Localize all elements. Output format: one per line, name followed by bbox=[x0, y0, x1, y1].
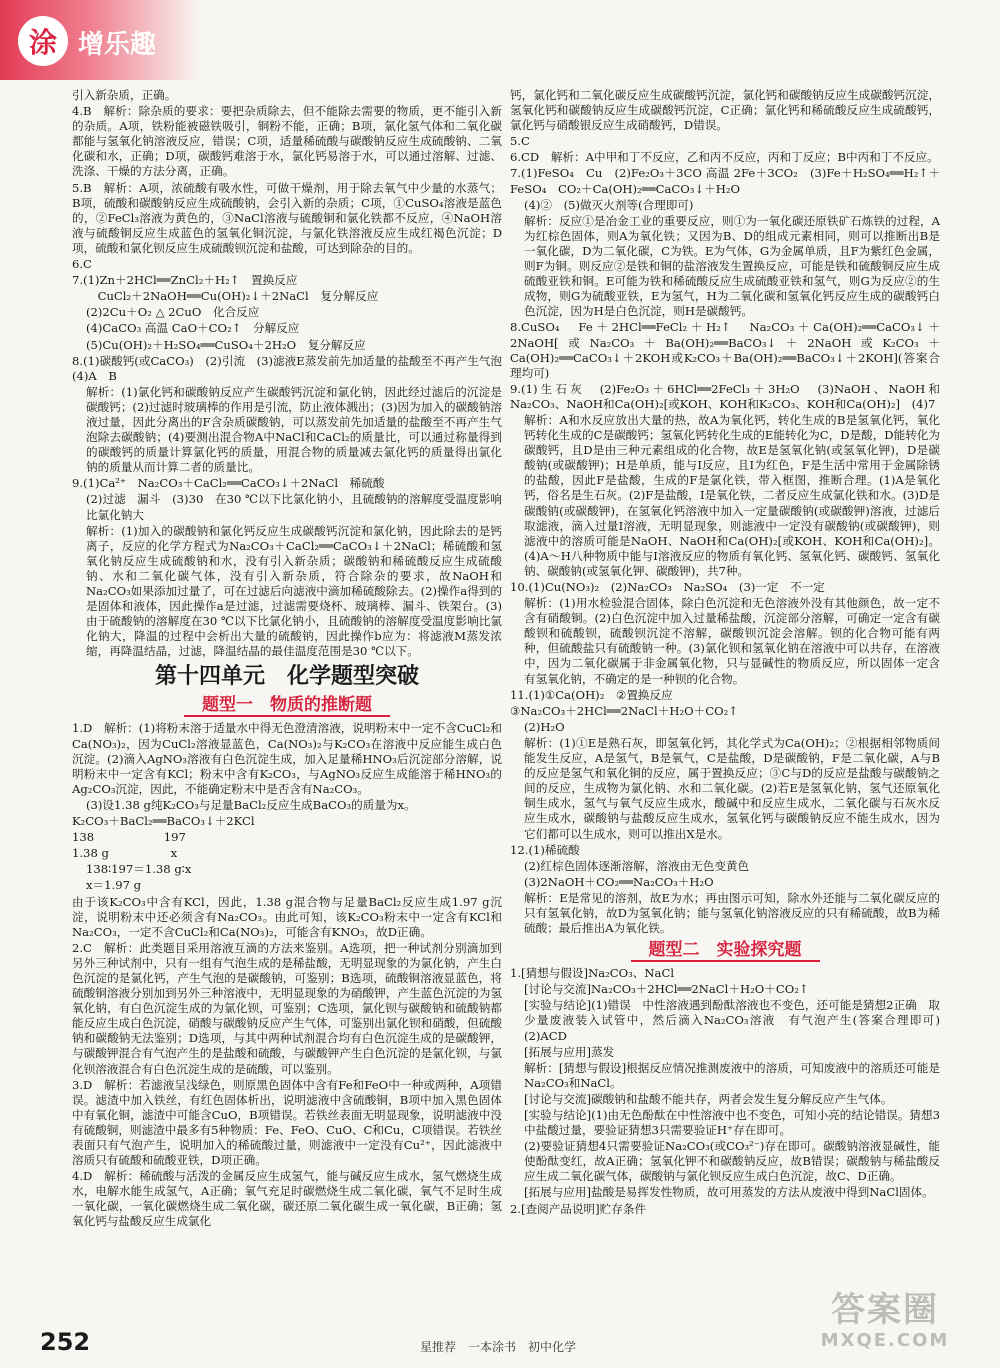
section-title-text: 题型二 实验探究题 bbox=[631, 940, 820, 962]
answer-line: 8.(1)碳酸钙(或CaCO₃) (2)引流 (3)滤液E蒸发前先加适量的盐酸至不再产生气泡 (4)A B bbox=[72, 353, 514, 383]
answer-line: [拓展与应用]盐酸是易挥发性物质，故可用蒸发的方法从废液中得到NaCl固体。 bbox=[524, 1185, 934, 1200]
section-title-experiment bbox=[510, 938, 940, 962]
answer-line: 12.(1)稀硫酸 bbox=[510, 842, 580, 857]
answer-line: 1.38 g x bbox=[72, 846, 178, 861]
answer-line: (2)红棕色固体逐渐溶解，溶液由无色变黄色 bbox=[524, 858, 750, 873]
answer-line: 引入新杂质，正确。 bbox=[72, 88, 177, 102]
experiment-answers-block bbox=[510, 966, 952, 1217]
watermark bbox=[800, 1290, 970, 1360]
answer-line: (3)2NaOH＋CO₂══Na₂CO₃＋H₂O bbox=[524, 874, 714, 889]
answer-line: 9.(1)生石灰 (2)Fe₂O₃＋6HCl══2FeCl₃＋3H₂O (3)NaOH、NaOH和Na₂CO₃、NaOH和Ca(OH)₂[或KOH、KOH和K₂CO₃、KOH和Ca(OH)₂] (4)7 bbox=[510, 381, 940, 411]
answer-line: (2)要验证猜想4只需要验证Na₂CO₃(或CO₃²⁻)存在即可。碳酸钠溶液显碱性，能使酚酞变红，故A正确；氢氧化钾不和碳酸钠反应，故B错误；碳酸钠与稀盐酸反应生成二氧化碳气体，碳酸钠与氯化钡反应生成白色沉淀，故C、D正确。 bbox=[524, 1139, 940, 1184]
answer-line: (2)过滤 漏斗 (3)30 在30 ℃以下比氯化钠小，且硫酸钠的溶解度受温度影响比氯化钠大 bbox=[86, 492, 502, 522]
answer-line: 1.D 解析：(1)将粉末溶于适量水中得无色澄清溶液，说明粉末中一定不含CuCl₂和Ca(NO₃)₂，因为CuCl₂溶液显蓝色，Ca(NO₃)₂与K₂CO₃在溶液中反应能生成白色沉淀。(2)滴入AgNO₃溶液有白色沉淀生成，加入足量稀HNO₃后沉淀部分溶解，说明粉末中一定含有KCl；粉末中含有K₂CO₃，与AgNO₃反应生成能溶于稀HNO₃的Ag₂CO₃沉淀，因此，不能确定粉末中是否含有Na₂CO₃。 bbox=[72, 721, 502, 796]
section-title-text: 题型一 物质的推断题 bbox=[184, 695, 390, 717]
answer-line: 10.(1)Cu(NO₃)₂ (2)Na₂CO₃ Na₂SO₄ (3)一定 不一定 bbox=[510, 580, 825, 594]
answer-line: 1.[猜想与假设]Na₂CO₃、NaCl bbox=[510, 966, 675, 981]
answer-line: 5.C bbox=[510, 134, 530, 149]
brand-logo: 涂 bbox=[18, 16, 68, 66]
watermark-logo-text: 答案圈 bbox=[831, 1290, 939, 1330]
answer-line: 解析：E是常见的溶剂，故E为水；再由图示可知，除水外还能与二氧化碳反应的只有氢氧化钠，故D为氢氧化钠；能与氢氧化钠溶液反应的只有稀硫酸，故B为稀硫酸；最后推出A为氧化铁。 bbox=[524, 890, 940, 936]
left-column bbox=[72, 88, 514, 1320]
right-column bbox=[510, 88, 952, 1320]
answer-line: (4)② (5)做灭火剂等(合理即可) bbox=[524, 197, 694, 212]
section-title-inference bbox=[72, 693, 502, 717]
answer-line: [实验与结论](1)错误 中性溶液遇到酚酞溶液也不变色，还可能是猜想2正确 取少量废液装入试管中，然后滴入Na₂CO₃溶液 有气泡产生(答案合理即可) (2)ACD bbox=[524, 998, 952, 1043]
answer-line: 钙，氯化钙和二氧化碳反应生成碳酸钙沉淀，氯化钙和碳酸钠反应生成碳酸钙沉淀，氢氧化钙和碳酸钠反应生成碳酸钙沉淀，C正确；氯化钙和稀硫酸反应生成硫酸钙，氯化钙与硝酸银反应生成硝酸钙，D错误。 bbox=[510, 88, 940, 133]
answer-line: (5)Cu(OH)₂＋H₂SO₄══CuSO₄＋2H₂O 复分解反应 bbox=[86, 337, 366, 352]
answer-line: 由于该K₂CO₃中含有KCl，因此，1.38 g混合物与足量BaCl₂反应生成1.97 g沉淀，说明粉末中还必须含有Na₂CO₃。由此可知，该K₂CO₃粉末中一定含有KCl和Na₂CO₃，一定不含CuCl₂和Ca(NO₃)₂，可能含有KNO₃，故D正确。 bbox=[72, 894, 502, 939]
answer-line: 解析：反应①是冶金工业的重要反应，则①为一氧化碳还原铁矿石炼铁的过程，A为红棕色固体，则A为氧化铁；又因为B、D的组成元素相同，则可以推断出B是一氧化碳，D为二氧化碳，C为铁。E为气体，G为金属单质，且F为紫红色金属，则F为铜。则反应②是铁和铜的盐溶液发生置换反应，可能是铁和硫酸铜反应生成硫酸亚铁和铜。E可能为铁和稀硫酸反应生成硫酸亚铁和氢气，则G为反应②的生成物，则G为硫酸亚铁，E为氢气，H为二氧化碳和氢氧化钙反应生成的碳酸钙白色沉淀，因为H是白色沉淀，则H是碳酸钙。 bbox=[524, 213, 940, 319]
answer-line: K₂CO₃＋BaCl₂══BaCO₃↓＋2KCl bbox=[72, 814, 255, 829]
answer-line: 解析：(1)加入的碳酸钠和氯化钙反应生成碳酸钙沉淀和氯化钠，因此除去的是钙离子，反应的化学方程式为Na₂CO₃＋CaCl₂══CaCO₃↓＋2NaCl；稀硫酸和氢氧化钠反应生成硫酸钠和水，没有引入新杂质；碳酸钠和稀硫酸反应生成硫酸钠、水和二氧化碳气体，没有引入新杂质，符合除杂的要求，故NaOH和Na₂CO₃如果添加过量了，可在过滤后向滤液中滴加稀硫酸除去。(2)操作a得到的是固体和液体，因此操作a是过滤，过滤需要烧杯、玻璃棒、漏斗、铁架台。(3)由于硫酸钠的溶解度在30 ℃以下比氯化钠小，且硫酸钠的溶解度受温度影响比氯化钠大，降温的过程中会析出大量的硫酸钠，因此操作b应为：将滤液M蒸发浓缩，再降温结晶，过滤，降温结晶的最佳温度范围是30 ℃以下。 bbox=[86, 523, 502, 659]
answer-line: 138∶197＝1.38 g∶x bbox=[86, 862, 192, 877]
answer-line: [讨论与交流]Na₂CO₃＋2HCl══2NaCl＋H₂O＋CO₂↑ bbox=[524, 982, 809, 997]
answer-line: (2)2Cu＋O₂ △ 2CuO 化合反应 bbox=[86, 305, 260, 320]
answer-line: 解析：[猜想与假设]根据反应情况推测废液中的溶质，可知废液中的溶质还可能是Na₂CO₃和NaCl。 bbox=[524, 1060, 940, 1090]
watermark-url: MXQE.COM bbox=[820, 1330, 950, 1351]
answer-line: (3)设1.38 g纯K₂CO₃与足量BaCl₂反应生成BaCO₃的质量为x。 bbox=[86, 797, 416, 812]
brand-name: 增乐趣 bbox=[78, 30, 157, 60]
unit-title: 第十四单元 化学题型突破 bbox=[154, 664, 419, 690]
answer-line: CuCl₂＋2NaOH══Cu(OH)₂↓＋2NaCl 复分解反应 bbox=[86, 289, 379, 304]
answer-line: 7.(1)Zn＋2HCl══ZnCl₂＋H₂↑ 置换反应 bbox=[72, 273, 298, 288]
answer-line: 解析：(1)①E是熟石灰，即氢氧化钙，其化学式为Ca(OH)₂；②根据相邻物质间能发生反应，A是氢气，B是氧气，C是盐酸，D是碳酸钠，F是二氧化碳，A与B的反应是氢气和氧化铜的反应，属于置换反应；③C与D的反应是盐酸与碳酸钠之间的反应，生成物为氯化钠、水和二氧化碳。(2)若E是氢氧化钠，氢气还原氧化铜生成水，氢气与氧气反应生成水，酸碱中和反应生成水，二氧化碳与石灰水反应生成水，碳酸钠与盐酸反应生成水，氢氧化钙与碳酸钠反应不能生成水，因为它们都可以生成水，则可以推出X是水。 bbox=[524, 735, 940, 841]
answer-line: 3.D 解析：若滤液呈浅绿色，则原黑色固体中含有Fe和FeO中一种或两种，A项错误。滤渣中加入铁丝，有红色固体析出，说明滤液中含硫酸铜，B项中加入黑色固体中有氧化铜，滤渣中可能含CuO，B项错误。若铁丝表面无明显现象，说明滤液中没有硫酸铜，则滤渣中最多有5种物质：Fe、FeO、CuO、C和Cu，C项错误。若铁丝表面只有气泡产生，说明加入的稀硫酸过量，则滤液中一定没有Cu²⁺，因此滤液中溶质只有硫酸和硫酸亚铁，D项正确。 bbox=[72, 1077, 502, 1168]
answer-line: (4)CaCO₃ 高温 CaO＋CO₂↑ 分解反应 bbox=[86, 321, 300, 336]
answer-line: 5.B 解析：A项，浓硫酸有吸水性，可做干燥剂，用于除去氧气中少量的水蒸气；B项，硫酸和碳酸钠反应生成硫酸钠，会引入新的杂质；C项，①CuSO₄溶液是蓝色的，②FeCl₃溶液为黄色的，③NaCl溶液与硫酸铜和氯化铁都不反应，④NaOH溶液与硫酸铜反应生成蓝色的氢氧化铜沉淀，与氯化铁溶液反应生成红褐色沉淀；D项，硫酸和氯化钡反应生成硫酸钡沉淀和盐酸，可达到除杂的目的。 bbox=[72, 180, 502, 255]
answer-line: 8.CuSO₄ Fe＋2HCl══FeCl₂＋H₂↑ Na₂CO₃＋Ca(OH)₂══CaCO₃↓＋2NaOH[或Na₂CO₃＋Ba(OH)₂══BaCO₃↓＋2NaOH或K₂CO₃＋Ca(OH)₂══CaCO₃↓＋2KOH或K₂CO₃＋Ba(OH)₂══BaCO₃↓＋2KOH](答案合理均可) bbox=[510, 320, 940, 380]
page-number: 252 bbox=[40, 1328, 91, 1356]
answer-line: 138 197 bbox=[72, 830, 186, 845]
answer-line: [实验与结论](1)由无色酚酞在中性溶液中也不变色，可知小亮的结论错误。猜想3中盐酸过量，要验证猜想3只需要验证H⁺存在即可。 bbox=[524, 1108, 940, 1138]
answer-line: 6.CD 解析：A中甲和丁不反应，乙和丙不反应，丙和丁反应；B中丙和丁不反应。 bbox=[510, 150, 939, 165]
answer-line: [讨论与交流]碳酸钠和盐酸不能共存，两者会发生复分解反应产生气体。 bbox=[524, 1091, 893, 1106]
answer-line: 4.B 解析：除杂质的要求：要把杂质除去，但不能除去需要的物质，更不能引入新的杂质。A项，铁粉能被磁铁吸引，铜粉不能，正确；B项，氯化氢气体和二氧化碳都能与氢氧化钠溶液反应，错误；C项，适量稀硫酸与碳酸钠反应生成硫酸钠、二氧化碳和水，正确；D项，碳酸钙难溶于水，氯化钙易溶于水，可以通过溶解、过滤、洗涤、干燥的方法分离，正确。 bbox=[72, 104, 502, 179]
right-answers-block bbox=[510, 88, 940, 936]
answer-line: 2.[查阅产品说明]贮存条件 bbox=[510, 1201, 647, 1216]
answer-line: 2.C 解析：此类题目采用溶液互滴的方法来鉴别。A选项，把一种试剂分别滴加到另外三种试剂中，只有一组有气泡生成的是稀盐酸，无明显现象的为氯化钠，产生白色沉淀的是氯化钙，产生气泡的是碳酸钠，可鉴别；B选项，硫酸铜溶液显蓝色，将硫酸铜溶液分别加到另外三种溶液中，无明显现象的为硝酸钾，产生蓝色沉淀的为氢氧化钠，有白色沉淀生成的为氯化钡，可鉴别；C选项，氯化钡与碳酸钠和硫酸钠都能反应生成白色沉淀，硝酸与碳酸钠反应产生气体，可鉴别出氯化钡和硝酸，但硫酸钠和碳酸钠无法鉴别；D选项，与其中两种试剂混合均有白色沉淀生成的是碳酸钾，与碳酸钾混合有气泡产生的是盐酸和硫酸，与碳酸钾产生白色沉淀的是氯化钡，与氯化钡溶液混合有白色沉淀生成的是硫酸，可以鉴别。 bbox=[72, 940, 502, 1076]
answer-line: 解析：(1)用水检验混合固体，除白色沉淀和无色溶液外没有其他颜色，故一定不含有硝酸铜。(2)白色沉淀中加入过量稀盐酸，沉淀部分溶解，可确定一定含有碳酸钡和硫酸钡，硫酸钡沉淀不溶解，碳酸钡沉淀会溶解。钡的化合物可能有两种，但硫酸盐只有硫酸钠一种。(3)氯化钡和氢氧化钠在溶液中可以共存，在溶液中，因为二氧化碳属于非金属氧化物，只与显碱性的物质反应，所以固体一定含有氢氧化钠，不确定的是一种钡的化合物。 bbox=[524, 596, 940, 686]
answer-line: 解析：(1)氯化钙和碳酸钠反应产生碳酸钙沉淀和氯化钠，因此经过滤后的沉淀是碳酸钙；(2)过滤时玻璃棒的作用是引流，防止液体溅出；(3)因为加入的碳酸钠溶液过量，因此分离出的F含杂质碳酸钠，可以蒸发前先加适量的盐酸至不再产生气泡除去碳酸钠；(4)要测出混合物A中NaCl和CaCl₂的质量比，可以通过称量得到的碳酸钙的质量计算氯化钙的质量，用混合物的质量减去氯化钙的质量得出氯化钠的质量从而计算二者的质量比。 bbox=[86, 384, 502, 475]
answer-line: 7.(1)FeSO₄ Cu (2)Fe₂O₃＋3CO 高温 2Fe＋3CO₂ (3)Fe＋H₂SO₄══H₂↑＋FeSO₄ CO₂＋Ca(OH)₂══CaCO₃↓＋H₂O bbox=[510, 166, 940, 196]
inference-answers-block bbox=[72, 721, 502, 1229]
brand-banner bbox=[0, 0, 200, 80]
answer-line: 解析：A和水反应放出大量的热，故A为氧化钙，转化生成的B是氢氧化钙，氧化钙转化生成的C是碳酸钙；氢氧化钙转化生成的E能转化为C，D是酸，D能转化为碳酸钙，且D是由三种元素组成的化合物，故E是氢氧化钠(或氢氧化钾)，D是碳酸钠(或碳酸钾)；H是单质，能与I反应，且I为红色，F是生活中常用于金属除锈的盐酸，因此F是盐酸，生成的F是氯化铁，带入框图，推断合理。(1)A是氧化钙，俗名是生石灰。(2)F是盐酸，I是氧化铁，二者反应生成氯化铁和水。(3)D是碳酸钠(或碳酸钾)，在氢氧化钙溶液中加入一定量碳酸钠(或碳酸钾)溶液，过滤后取滤液，滴入过量I溶液，无明显现象，则滤液中一定没有碳酸钠(或碳酸钾)，则滤液中的溶质可能是NaOH、NaOH和Ca(OH)₂[或KOH、KOH和Ca(OH)₂]。(4)A～H八种物质中能与I溶液反应的物质有氧化钙、氢氧化钙、碳酸钙、氢氧化钠、碳酸钠(或氢氧化钾、碳酸钾)，共7种。 bbox=[524, 412, 940, 578]
footer-text: 星推荐 一本涂书 初中化学 bbox=[420, 1340, 577, 1354]
answer-line: 4.D 解析：稀硫酸与活泼的金属反应生成氢气，能与碱反应生成水，氢气燃烧生成水，电解水能生成氢气，A正确；氧气充足时碳燃烧生成二氧化碳，氧气不足时生成一氧化碳，一氧化碳燃烧生成二氧化碳，碳还原二氧化碳生成一氧化碳，B正确；氢氧化钙与盐酸反应生成氯化 bbox=[72, 1169, 502, 1229]
answer-line: 11.(1)①Ca(OH)₂ ②置换反应 bbox=[510, 687, 673, 702]
answer-line: (2)H₂O bbox=[524, 719, 565, 734]
answer-line: x＝1.97 g bbox=[86, 878, 142, 893]
answer-line: 9.(1)Ca²⁺ Na₂CO₃＋CaCl₂══CaCO₃↓＋2NaCl 稀硫酸 bbox=[72, 476, 385, 491]
answer-line: [拓展与应用]蒸发 bbox=[524, 1044, 615, 1059]
answer-line: ③Na₂CO₃＋2HCl══2NaCl＋H₂O＋CO₂↑ bbox=[510, 703, 738, 718]
left-answers-block bbox=[72, 88, 514, 659]
answer-line: 6.C bbox=[72, 257, 92, 272]
